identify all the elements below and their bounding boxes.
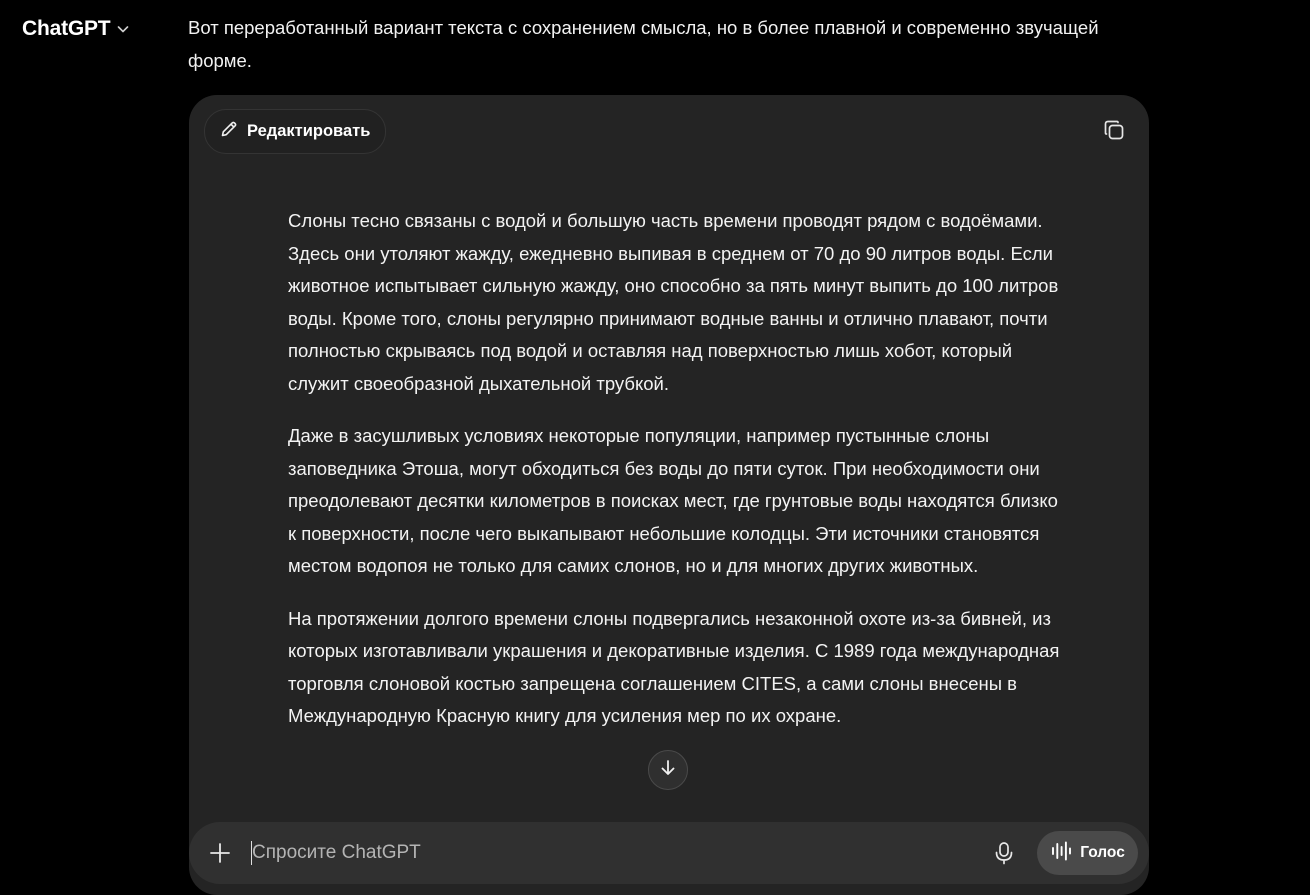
model-name: ChatGPT [22,17,111,40]
copy-button[interactable] [1101,117,1127,143]
edit-button-label: Редактировать [247,122,371,140]
attach-button[interactable] [207,840,233,866]
edit-button[interactable] [204,109,386,154]
scroll-to-bottom-button[interactable] [648,750,688,790]
canvas-paragraph: На протяжении долгого времени слоны подвергались незаконной охоте из-за бивней, из которых изготавливали украшения и декоративные изделия. С 1989 года международная торговля слоновой костью запрещена соглашением CITES, а сами слоны внесены в Международную Красную книгу для усиления мер по их охране. [288,607,1060,726]
canvas-paragraph: Даже в засушливых условиях некоторые популяции, например пустынные слоны заповедника Этоша, могут обходиться без воды до пяти суток. При необходимости они преодолевают десятки километров в поисках мест, где грунтовые воды находятся близко к поверхности, после чего выкапывают небольшие колодцы. Эти источники становятся местом водопоя не только для самих слонов, но и для многих других животных. [288,425,1058,576]
microphone-icon [990,854,1018,871]
canvas-body [288,205,1068,753]
copy-icon [1101,130,1127,147]
arrow-down-icon [658,758,678,783]
model-switcher[interactable] [22,14,130,44]
canvas-paragraph: Слоны тесно связаны с водой и большую часть времени проводят рядом с водоёмами. Здесь они утоляют жажду, ежедневно выпивая в среднем от 70 до 90 литров воды. Если животное испытывает сильную жажду, оно способно за пять минут выпить до 100 литров воды. Кроме того, слоны регулярно принимают водные ванны и отлично плавают, почти полностью скрываясь под водой и оставляя над поверхностью лишь хобот, который служит своеобразной дыхательной трубкой. [288,210,1059,394]
chevron-down-icon [116,22,130,36]
voice-wave-icon [1050,840,1072,867]
voice-button-label: Голос [1080,844,1125,861]
plus-icon [207,853,233,870]
pencil-icon [219,119,239,144]
voice-mode-button[interactable] [1037,831,1138,875]
assistant-intro-message: Вот переработанный вариант текста с сохранением смысла, но в более плавной и современно звучащей форме. [188,17,1099,71]
composer [189,822,1149,884]
dictate-button[interactable] [990,839,1018,867]
prompt-input[interactable] [252,836,952,870]
